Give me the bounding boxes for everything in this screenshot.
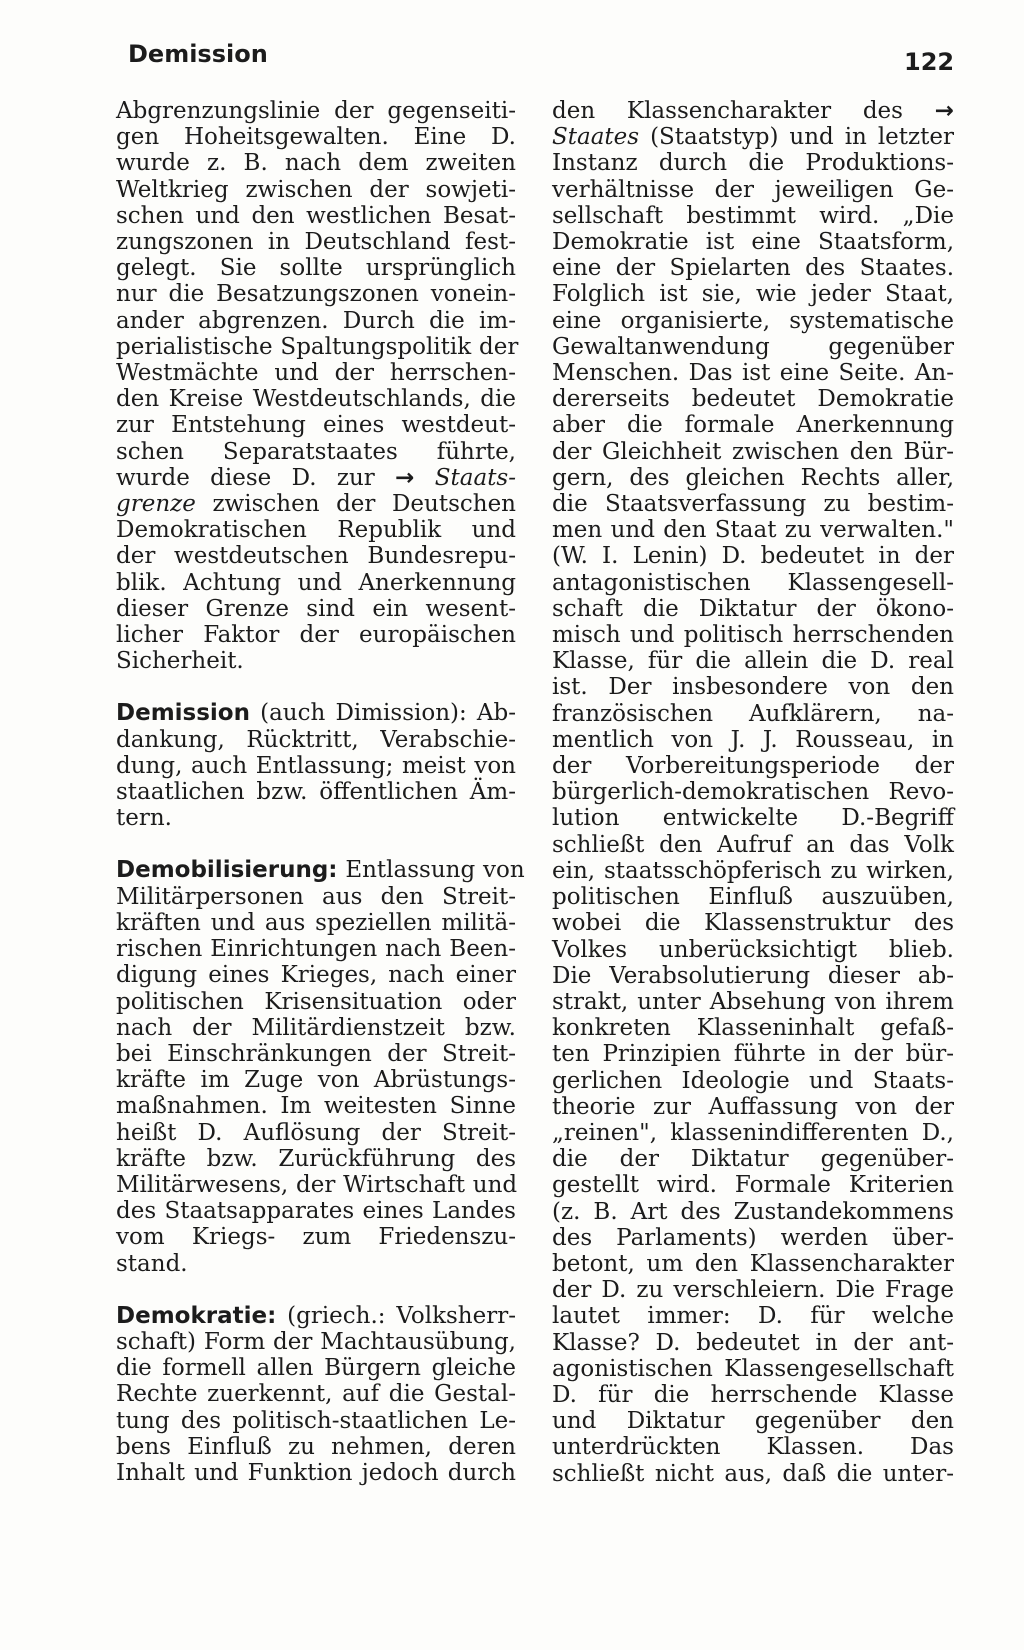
text-line: Militärwesens, der Wirtschaft und <box>116 1171 518 1198</box>
text-line: dieser Grenze sind ein wesent- <box>116 595 516 622</box>
text-line: „reinen", klassenindifferenten D., <box>552 1119 954 1146</box>
cross-reference-arrow-icon: → <box>395 464 415 491</box>
text-line: der D. zu verschleiern. Die Frage <box>552 1277 954 1304</box>
entry-term: Demokratie: <box>116 1302 277 1329</box>
text-line: bens Einfluß zu nehmen, deren <box>116 1433 516 1460</box>
text-line: Demokratie ist eine Staatsform, <box>552 229 954 256</box>
text-line: politischen Einfluß auszuüben, <box>552 884 954 911</box>
text-line: wurde diese D. zur → Staats- <box>116 464 517 491</box>
continuation-paragraph <box>116 98 519 675</box>
text-line: grenze zwischen der Deutschen <box>116 491 516 518</box>
text-line: agonistischen Klassengesellschaft <box>552 1355 954 1382</box>
text-line: eine organisierte, systematische <box>552 307 954 334</box>
text-line: Die Verabsolutierung dieser ab- <box>552 962 954 989</box>
entry-demission <box>116 700 516 831</box>
text-line: maßnahmen. Im weitesten Sinne <box>116 1093 516 1120</box>
cross-reference-arrow-icon: → <box>934 98 954 124</box>
text-line: (z. B. Art des Zustandekommens <box>552 1198 954 1225</box>
text-line: zungszonen in Deutschland fest- <box>116 229 516 256</box>
text-line: schen und den westlichen Besat- <box>116 202 516 229</box>
text-line: gestellt wird. Formale Kriterien <box>552 1172 954 1199</box>
text-line: tung des politisch-staatlichen Le- <box>116 1407 516 1434</box>
text-line: den Klassencharakter des → <box>552 98 954 124</box>
text-line: dung, auch Entlassung; meist von <box>116 752 516 779</box>
text-line: verhältnisse der jeweiligen Ge- <box>552 176 954 203</box>
text-line: men und den Staat zu verwalten." <box>552 517 954 544</box>
text-line: nur die Besatzungszonen vonein- <box>116 281 516 308</box>
text-line: ander abgrenzen. Durch die im- <box>116 307 516 334</box>
text-line: wurde z. B. nach dem zweiten <box>116 150 516 177</box>
text-line: schließt den Aufruf an das Volk <box>552 831 954 858</box>
text-line: stand. <box>116 1250 188 1277</box>
text-line: unterdrückten Klassen. Das <box>552 1434 954 1461</box>
text-line: ten Prinzipien führte in der bür- <box>552 1041 954 1068</box>
text-line: Gewaltanwendung gegenüber <box>552 333 954 360</box>
text-line: Weltkrieg zwischen der sowjeti- <box>116 176 516 203</box>
text-line: blik. Achtung und Anerkennung <box>116 569 516 596</box>
text-line: gelegt. Sie sollte ursprünglich <box>116 255 516 282</box>
text-line: strakt, unter Absehung von ihrem <box>552 988 954 1015</box>
text-line: Volkes unberücksichtigt blieb. <box>552 936 954 963</box>
text-line: tern. <box>116 805 172 832</box>
text-line: bei Einschränkungen der Streit- <box>116 1040 516 1067</box>
text-line: kräfte im Zuge von Abrüstungs- <box>116 1067 516 1094</box>
text-line: Abgrenzungslinie der gegenseiti- <box>116 98 516 124</box>
text-line: sellschaft bestimmt wird. „Die <box>552 202 954 229</box>
text-line: ist. Der insbesondere von den <box>552 674 954 701</box>
text-line: lautet immer: D. für welche <box>552 1303 954 1330</box>
text-line: betont, um den Klassencharakter <box>552 1250 954 1277</box>
text-line: D. für die herrschende Klasse <box>552 1381 954 1408</box>
text-line: rischen Einrichtungen nach Been- <box>116 936 516 963</box>
text-line: schaft) Form der Machtausübung, <box>116 1328 516 1355</box>
entry-term: Demission <box>116 700 250 727</box>
text-line: Folglich ist sie, wie jeder Staat, <box>552 281 954 308</box>
text-line: Westmächte und der herrschen- <box>116 360 516 387</box>
text-line: Inhalt und Funktion jedoch durch <box>116 1459 516 1486</box>
text-line: misch und politisch herrschenden <box>552 622 954 649</box>
text-line: dererseits bedeutet Demokratie <box>552 386 954 413</box>
text-line: kräfte bzw. Zurückführung des <box>116 1145 516 1172</box>
text-line: schen Separatstaates führte, <box>116 438 516 465</box>
text-line: und Diktatur gegenüber den <box>552 1408 954 1435</box>
text-line: (W. I. Lenin) D. bedeutet in der <box>552 543 954 570</box>
text-line: eine der Spielarten des Staates. <box>552 255 954 282</box>
text-line: gerlichen Ideologie und Staats- <box>552 1067 954 1094</box>
text-line: schließt nicht aus, daß die unter- <box>552 1460 954 1487</box>
text-line: schaft die Diktatur der ökono- <box>552 595 954 622</box>
text-line: Rechte zuerkennt, auf die Gestal- <box>116 1381 516 1408</box>
text-line: aber die formale Anerkennung <box>552 412 954 439</box>
text-line: den Kreise Westdeutschlands, die <box>116 386 516 413</box>
entry-first-line: Demokratie: (griech.: Volksherr- <box>116 1302 516 1329</box>
text-line: die Staatsverfassung zu bestim- <box>552 491 954 518</box>
text-line: heißt D. Auflösung der Streit- <box>116 1119 516 1146</box>
text-line: konkreten Klasseninhalt gefaß- <box>552 1015 954 1042</box>
text-line: lution entwickelte D.-Begriff <box>552 805 954 832</box>
text-line: dankung, Rücktritt, Verabschie- <box>116 726 516 753</box>
text-line: Klasse, für die allein die D. real <box>552 648 954 675</box>
text-line: politischen Krisensituation oder <box>116 988 516 1015</box>
text-line: staatlichen bzw. öffentlichen Äm- <box>116 779 516 806</box>
text-line: zur Entstehung eines westdeut- <box>116 412 516 439</box>
cross-reference-link[interactable]: Staates <box>552 124 640 151</box>
text-line: bürgerlich-demokratischen Revo- <box>552 779 954 806</box>
text-line: Staates (Staatstyp) und in letzter <box>552 124 954 151</box>
text-line: der westdeutschen Bundesrepu- <box>116 543 516 570</box>
text-line: der Gleichheit zwischen den Bür- <box>552 438 954 465</box>
text-line: des Staatsapparates eines Landes <box>116 1198 516 1225</box>
text-line: Klasse? D. bedeutet in der ant- <box>552 1329 954 1356</box>
entry-demobilisierung <box>116 857 525 1277</box>
entry-first-line: Demobilisierung: Entlassung von <box>116 857 525 884</box>
text-line: wobei die Klassenstruktur des <box>552 910 954 937</box>
text-line: Menschen. Das ist eine Seite. An- <box>552 360 954 387</box>
text-line: antagonistischen Klassengesell- <box>552 569 954 596</box>
text-line: mentlich von J. J. Rousseau, in <box>552 726 954 753</box>
text-line: perialistische Spaltungspolitik der <box>116 333 519 360</box>
entry-first-line: Demission (auch Dimission): Ab- <box>116 700 516 727</box>
text-line: theorie zur Auffassung von der <box>552 1093 954 1120</box>
text-line: gern, des gleichen Rechts aller, <box>552 464 954 491</box>
text-line: Instanz durch die Produktions- <box>552 150 954 177</box>
left-column <box>116 98 525 1486</box>
text-line: nach der Militärdienstzeit bzw. <box>116 1014 516 1041</box>
text-line: Demokratischen Republik und <box>116 517 516 544</box>
entry-demokratie <box>116 1303 516 1486</box>
text-line: vom Kriegs- zum Friedenszu- <box>116 1224 516 1251</box>
text-line: kräften und aus speziellen militä- <box>116 909 516 936</box>
text-line: ein, staatsschöpferisch zu wirken, <box>552 857 954 884</box>
text-line: Sicherheit. <box>116 648 244 675</box>
text-line: französischen Aufklärern, na- <box>552 700 954 727</box>
text-line: gen Hoheitsgewalten. Eine D. <box>116 124 516 151</box>
text-line: digung eines Krieges, nach einer <box>116 962 516 989</box>
text-line: licher Faktor der europäischen <box>116 622 516 649</box>
entry-term: Demobilisierung: <box>116 857 338 884</box>
text-line: Militärpersonen aus den Streit- <box>116 883 516 910</box>
text-line: des Parlaments) werden über- <box>552 1224 954 1251</box>
right-column <box>552 98 954 1487</box>
text-line: der Vorbereitungsperiode der <box>552 753 954 780</box>
cross-reference-link[interactable]: grenze <box>116 491 196 518</box>
text-line: die der Diktatur gegenüber- <box>552 1146 954 1173</box>
cross-reference-link[interactable]: Staats- <box>434 464 517 491</box>
text-line: die formell allen Bürgern gleiche <box>116 1355 516 1382</box>
running-title: Demission <box>128 40 268 68</box>
page-number: 122 <box>904 48 955 76</box>
